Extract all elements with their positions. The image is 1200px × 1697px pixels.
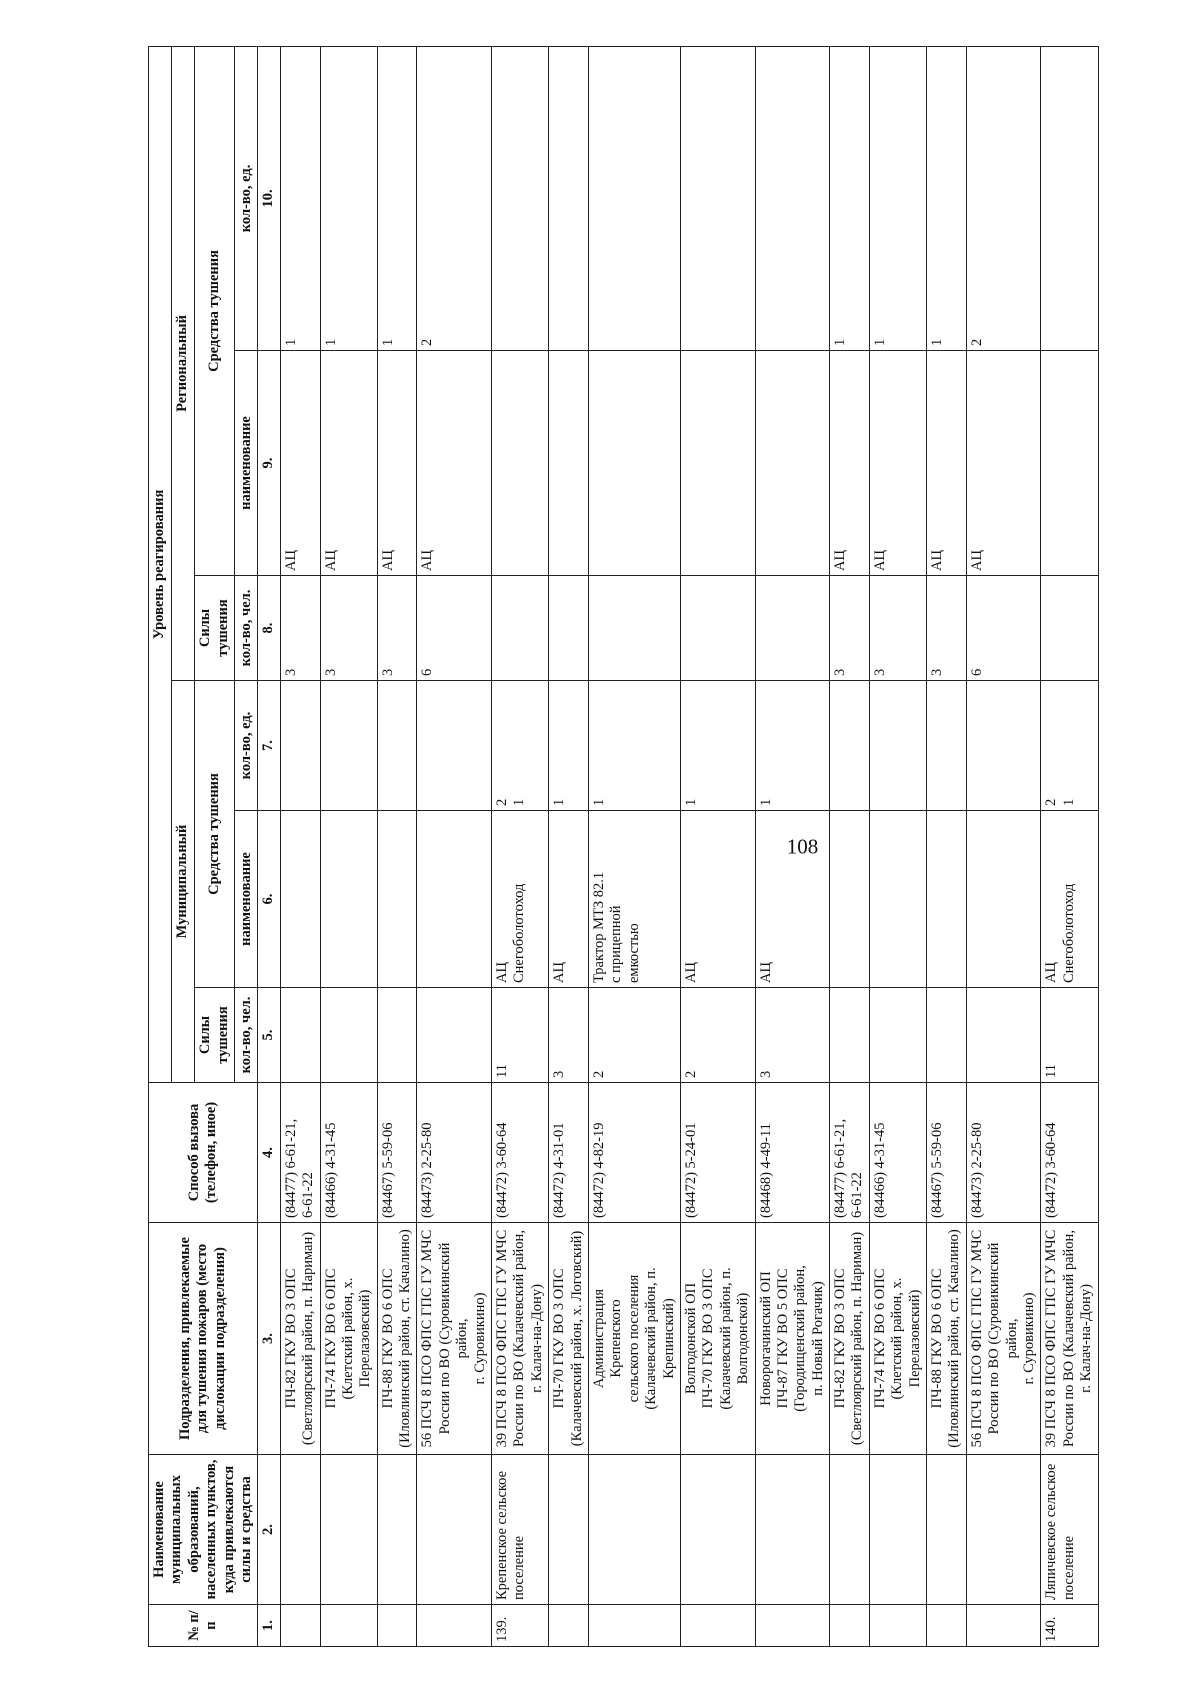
call-phone	[588, 1083, 680, 1223]
count-line: 1	[682, 798, 699, 806]
unit-line: России по ВО (Калачевский район,	[1060, 1230, 1077, 1447]
unit-description	[417, 1223, 492, 1455]
municipal-forces-count	[280, 988, 320, 1083]
unit-line: России по ВО (Калачевский район,	[511, 1230, 528, 1447]
unit-line: г. Суровикино)	[1020, 1292, 1037, 1385]
regional-means-name: АЦ	[927, 351, 967, 576]
column-number: 2.	[258, 1455, 280, 1605]
municipal-forces-count: 2	[588, 988, 680, 1083]
regional-forces-count	[1041, 576, 1098, 681]
count-line: 2	[1043, 798, 1060, 806]
unit-description	[377, 1223, 417, 1455]
regional-forces-count: 3	[320, 576, 377, 681]
column-numbers-row	[258, 46, 280, 1646]
unit-line: (Городищенский район,	[792, 1265, 809, 1412]
municipal-forces-count: 2	[680, 988, 755, 1083]
unit-line: ПЧ-70 ГКУ ВО 3 ОПС	[700, 1268, 717, 1409]
unit-line: ПЧ-87 ГКУ ВО 5 ОПС	[774, 1268, 791, 1409]
regional-means-name: АЦ	[320, 351, 377, 576]
call-phone	[320, 1083, 377, 1223]
regional-means-name	[755, 351, 830, 576]
phone-line: (84472) 3-60-64	[1043, 1122, 1060, 1218]
unit-description	[588, 1223, 680, 1455]
table-row	[966, 46, 1041, 1646]
unit-line: ПЧ-88 ГКУ ВО 6 ОПС	[929, 1268, 946, 1409]
municipality-name	[680, 1455, 755, 1605]
column-number: 8.	[258, 576, 280, 681]
unit-line: г. Суровикино)	[471, 1292, 488, 1385]
header-response-level: Уровень реагирования	[149, 46, 172, 1082]
municipal-means-count	[966, 681, 1041, 811]
regional-means-count: 1	[320, 46, 377, 350]
table-row	[280, 46, 320, 1646]
municipality-name	[549, 1455, 589, 1605]
means-line: емкостью	[625, 923, 642, 983]
unit-line: (Клетский район, х. Перелазовский)	[889, 1277, 923, 1400]
municipal-means-name	[417, 811, 492, 988]
regional-means-name	[492, 351, 549, 576]
municipality-name	[869, 1455, 926, 1605]
means-line: АЦ	[1043, 962, 1060, 983]
unit-description	[320, 1223, 377, 1455]
regional-means-name: АЦ	[869, 351, 926, 576]
table-row	[755, 46, 830, 1646]
municipal-means-count	[680, 681, 755, 811]
call-phone	[417, 1083, 492, 1223]
unit-line: России по ВО (Суровикинский район,	[986, 1242, 1020, 1435]
municipal-means-name	[1041, 811, 1098, 988]
municipal-means-name	[869, 811, 926, 988]
row-number	[280, 1605, 320, 1647]
municipal-forces-count: 3	[549, 988, 589, 1083]
column-number: 10.	[258, 46, 280, 350]
table-body	[280, 46, 1098, 1646]
row-number	[549, 1605, 589, 1647]
header-count-units-municipal: кол-во, ед.	[235, 681, 258, 811]
municipality-name	[830, 1455, 870, 1605]
count-line: 1	[590, 798, 607, 806]
municipal-means-count	[377, 681, 417, 811]
municipal-means-name	[966, 811, 1041, 988]
table-row	[320, 46, 377, 1646]
regional-means-name: АЦ	[377, 351, 417, 576]
unit-line: (Иловлинский район, ст. Качалино)	[397, 1229, 414, 1448]
row-number	[680, 1605, 755, 1647]
regional-forces-count	[492, 576, 549, 681]
unit-line: г. Калач-на-Дону)	[1078, 1284, 1095, 1393]
municipal-forces-count: 3	[755, 988, 830, 1083]
count-line: 1	[551, 798, 568, 806]
regional-means-count	[755, 46, 830, 350]
unit-description	[280, 1223, 320, 1455]
means-line: АЦ	[757, 962, 774, 983]
municipal-means-name	[492, 811, 549, 988]
regional-forces-count	[549, 576, 589, 681]
header-count-people-regional: кол-во, чел.	[235, 576, 258, 681]
unit-line: сельского поселения	[625, 1274, 642, 1403]
unit-line: Новорогачинский ОП	[757, 1271, 774, 1406]
regional-means-count: 1	[927, 46, 967, 350]
table-row	[417, 46, 492, 1646]
regional-means-name	[1041, 351, 1098, 576]
table-row	[377, 46, 417, 1646]
unit-description	[830, 1223, 870, 1455]
call-phone	[755, 1083, 830, 1223]
phone-line: (84472) 4-31-01	[551, 1122, 568, 1218]
call-phone	[1041, 1083, 1098, 1223]
unit-line: ПЧ-70 ГКУ ВО 3 ОПС	[551, 1268, 568, 1409]
municipal-forces-count: 11	[1041, 988, 1098, 1083]
municipality-name	[755, 1455, 830, 1605]
municipal-means-count	[588, 681, 680, 811]
call-phone	[830, 1083, 870, 1223]
means-line: АЦ	[551, 962, 568, 983]
table-row	[1041, 46, 1098, 1646]
municipality-name	[966, 1455, 1041, 1605]
means-line: с прицепной	[608, 905, 625, 983]
unit-line: 56 ПСЧ 8 ПСО ФПС ГПС ГУ МЧС	[968, 1229, 985, 1448]
header-regional-forces: Силы тушения	[194, 576, 235, 681]
unit-line: ПЧ-88 ГКУ ВО 6 ОПС	[379, 1268, 396, 1409]
count-line: 2	[494, 798, 511, 806]
municipality-name	[417, 1455, 492, 1605]
municipal-means-name	[680, 811, 755, 988]
unit-line: Администрация	[590, 1288, 607, 1389]
regional-means-count	[492, 46, 549, 350]
phone-line: (84472) 4-82-19	[590, 1122, 607, 1218]
response-table	[148, 46, 1099, 1647]
unit-description	[549, 1223, 589, 1455]
means-line: Трактор МТЗ 82.1	[590, 871, 607, 983]
regional-forces-count: 6	[417, 576, 492, 681]
call-phone	[927, 1083, 967, 1223]
unit-description	[680, 1223, 755, 1455]
municipality-name: Крепенское сельское поселение	[492, 1455, 549, 1605]
header-call-method: Способ вызова (телефон, иное)	[149, 1083, 258, 1223]
phone-line: (84466) 4-31-45	[871, 1122, 888, 1218]
call-phone	[549, 1083, 589, 1223]
unit-line: (Клетский район, х. Перелазовский)	[339, 1277, 374, 1400]
regional-means-count	[1041, 46, 1098, 350]
phone-line: (84467) 5-59-06	[379, 1122, 396, 1218]
municipal-means-name	[280, 811, 320, 988]
phone-line: (84467) 5-59-06	[929, 1122, 946, 1218]
phone-line: (84473) 2-25-80	[419, 1122, 436, 1218]
municipal-means-count	[830, 681, 870, 811]
municipality-name	[280, 1455, 320, 1605]
municipal-means-name	[549, 811, 589, 988]
municipality-name: Ляпичевское сельское поселение	[1041, 1455, 1098, 1605]
regional-means-count: 1	[830, 46, 870, 350]
regional-means-name: АЦ	[830, 351, 870, 576]
unit-line: ПЧ-82 ГКУ ВО 3 ОПС	[282, 1268, 299, 1409]
municipal-means-count	[927, 681, 967, 811]
regional-means-name: АЦ	[417, 351, 492, 576]
municipality-name	[588, 1455, 680, 1605]
table-row	[680, 46, 755, 1646]
unit-description	[492, 1223, 549, 1455]
row-number	[417, 1605, 492, 1647]
phone-line: 6-61-22	[300, 1172, 317, 1218]
row-number	[927, 1605, 967, 1647]
column-number: 6.	[258, 811, 280, 988]
unit-line: п. Новый Рогачик)	[809, 1281, 826, 1396]
regional-means-count: 2	[966, 46, 1041, 350]
municipal-means-count	[869, 681, 926, 811]
header-units: Подразделения, привлекаемые для тушения пожаров (место дислокации подразделения)	[149, 1223, 258, 1455]
municipal-forces-count	[927, 988, 967, 1083]
phone-line: (84468) 4-49-11	[757, 1123, 774, 1218]
call-phone	[280, 1083, 320, 1223]
unit-description	[1041, 1223, 1098, 1455]
means-line: Снегоболотоход	[511, 883, 528, 983]
regional-means-count: 2	[417, 46, 492, 350]
column-number: 7.	[258, 681, 280, 811]
header-name-regional: наименование	[235, 351, 258, 576]
count-line: 1	[511, 798, 528, 806]
unit-line: 39 ПСЧ 8 ПСО ФПС ГПС ГУ МЧС	[494, 1229, 511, 1448]
header-regional-means: Средства тушения	[194, 46, 235, 575]
call-phone	[492, 1083, 549, 1223]
unit-line: 56 ПСЧ 8 ПСО ФПС ГПС ГУ МЧС	[419, 1229, 436, 1448]
municipal-forces-count	[869, 988, 926, 1083]
row-number	[588, 1605, 680, 1647]
header-count-units-regional: кол-во, ед.	[235, 46, 258, 350]
phone-line: (84477) 6-61-21,	[282, 1118, 299, 1218]
municipal-means-count	[549, 681, 589, 811]
municipal-forces-count	[377, 988, 417, 1083]
row-number: 139.	[492, 1605, 549, 1647]
regional-forces-count: 3	[927, 576, 967, 681]
unit-description	[927, 1223, 967, 1455]
unit-line: (Светлоярский район, п. Нариман)	[300, 1231, 317, 1446]
call-phone	[680, 1083, 755, 1223]
page-number: 108	[786, 834, 819, 859]
header-municipality: Наименование муниципальных образований, населенных пунктов, куда привлекаются силы и средства	[149, 1455, 258, 1605]
header-name-municipal: наименование	[235, 811, 258, 988]
regional-means-name: АЦ	[280, 351, 320, 576]
municipality-name	[320, 1455, 377, 1605]
table-row	[492, 46, 549, 1646]
municipal-means-name	[830, 811, 870, 988]
municipal-means-count	[280, 681, 320, 811]
unit-line: России по ВО (Суровикинский район,	[436, 1242, 471, 1435]
unit-line: (Калачевский район, п. Крепинский)	[643, 1267, 677, 1410]
row-number: 140.	[1041, 1605, 1098, 1647]
header-num: № п/п	[149, 1605, 258, 1647]
header-municipal-means: Средства тушения	[194, 681, 235, 988]
regional-means-count	[588, 46, 680, 350]
table-row	[927, 46, 967, 1646]
regional-forces-count: 3	[377, 576, 417, 681]
header-regional: Региональный	[171, 46, 194, 680]
phone-line: (84472) 3-60-64	[494, 1122, 511, 1218]
row-number	[320, 1605, 377, 1647]
count-line: 1	[757, 798, 774, 806]
unit-line: 39 ПСЧ 8 ПСО ФПС ГПС ГУ МЧС	[1043, 1229, 1060, 1448]
regional-means-count	[549, 46, 589, 350]
call-phone	[966, 1083, 1041, 1223]
call-phone	[377, 1083, 417, 1223]
row-number	[966, 1605, 1041, 1647]
municipal-forces-count: 11	[492, 988, 549, 1083]
municipality-name	[927, 1455, 967, 1605]
unit-line: г. Калач-на-Дону)	[528, 1284, 545, 1393]
regional-means-count: 1	[869, 46, 926, 350]
municipal-means-count	[492, 681, 549, 811]
unit-line: (Калачевский район, х. Логовский)	[568, 1230, 585, 1447]
unit-line: (Светлоярский район, п. Нариман)	[849, 1231, 866, 1446]
means-line: АЦ	[682, 962, 699, 983]
regional-means-count: 1	[377, 46, 417, 350]
table-row	[869, 46, 926, 1646]
regional-forces-count	[680, 576, 755, 681]
municipal-means-name	[755, 811, 830, 988]
regional-means-name: АЦ	[966, 351, 1041, 576]
unit-line: Крепенского	[608, 1299, 625, 1378]
unit-description	[966, 1223, 1041, 1455]
unit-line: (Калачевский район, п. Волгодонской)	[717, 1267, 752, 1410]
unit-line: ПЧ-82 ГКУ ВО 3 ОПС	[832, 1268, 849, 1409]
municipal-forces-count	[320, 988, 377, 1083]
row-number	[869, 1605, 926, 1647]
header-count-people-municipal: кол-во, чел.	[235, 988, 258, 1083]
regional-means-name	[549, 351, 589, 576]
unit-line: ПЧ-74 ГКУ ВО 6 ОПС	[871, 1268, 888, 1409]
table-row	[830, 46, 870, 1646]
municipality-name	[377, 1455, 417, 1605]
means-line: АЦ	[494, 962, 511, 983]
row-number	[830, 1605, 870, 1647]
regional-means-count: 1	[280, 46, 320, 350]
phone-line: 6-61-22	[849, 1172, 866, 1218]
regional-means-count	[680, 46, 755, 350]
regional-forces-count	[588, 576, 680, 681]
unit-line: Волгодонской ОП	[682, 1282, 699, 1395]
regional-forces-count: 3	[869, 576, 926, 681]
phone-line: (84473) 2-25-80	[968, 1122, 985, 1218]
phone-line: (84477) 6-61-21,	[832, 1118, 849, 1218]
column-number: 5.	[258, 988, 280, 1083]
unit-description	[755, 1223, 830, 1455]
means-line: Снегоболотоход	[1060, 883, 1077, 983]
phone-line: (84472) 5-24-01	[682, 1122, 699, 1218]
regional-forces-count: 6	[966, 576, 1041, 681]
table-row	[549, 46, 589, 1646]
column-number: 9.	[258, 351, 280, 576]
municipal-forces-count	[830, 988, 870, 1083]
municipal-means-name	[377, 811, 417, 988]
municipal-means-count	[1041, 681, 1098, 811]
call-phone	[869, 1083, 926, 1223]
regional-means-name	[680, 351, 755, 576]
row-number	[377, 1605, 417, 1647]
column-number: 4.	[258, 1083, 280, 1223]
municipal-means-name	[588, 811, 680, 988]
table-row	[588, 46, 680, 1646]
phone-line: (84466) 4-31-45	[322, 1122, 339, 1218]
unit-line: ПЧ-74 ГКУ ВО 6 ОПС	[322, 1268, 339, 1409]
regional-means-name	[588, 351, 680, 576]
municipal-means-count	[320, 681, 377, 811]
municipal-means-count	[755, 681, 830, 811]
column-number: 3.	[258, 1223, 280, 1455]
header-municipal: Муниципальный	[171, 681, 194, 1083]
unit-description	[869, 1223, 926, 1455]
municipal-forces-count	[417, 988, 492, 1083]
municipal-means-count	[417, 681, 492, 811]
regional-forces-count	[755, 576, 830, 681]
regional-forces-count: 3	[830, 576, 870, 681]
municipal-forces-count	[966, 988, 1041, 1083]
municipal-means-name	[320, 811, 377, 988]
regional-forces-count: 3	[280, 576, 320, 681]
row-number	[755, 1605, 830, 1647]
count-line: 1	[1060, 798, 1077, 806]
municipal-means-name	[927, 811, 967, 988]
header-municipal-forces: Силы тушения	[194, 988, 235, 1083]
unit-line: (Иловлинский район, ст. Качалино)	[946, 1229, 963, 1448]
column-number: 1.	[258, 1605, 280, 1647]
